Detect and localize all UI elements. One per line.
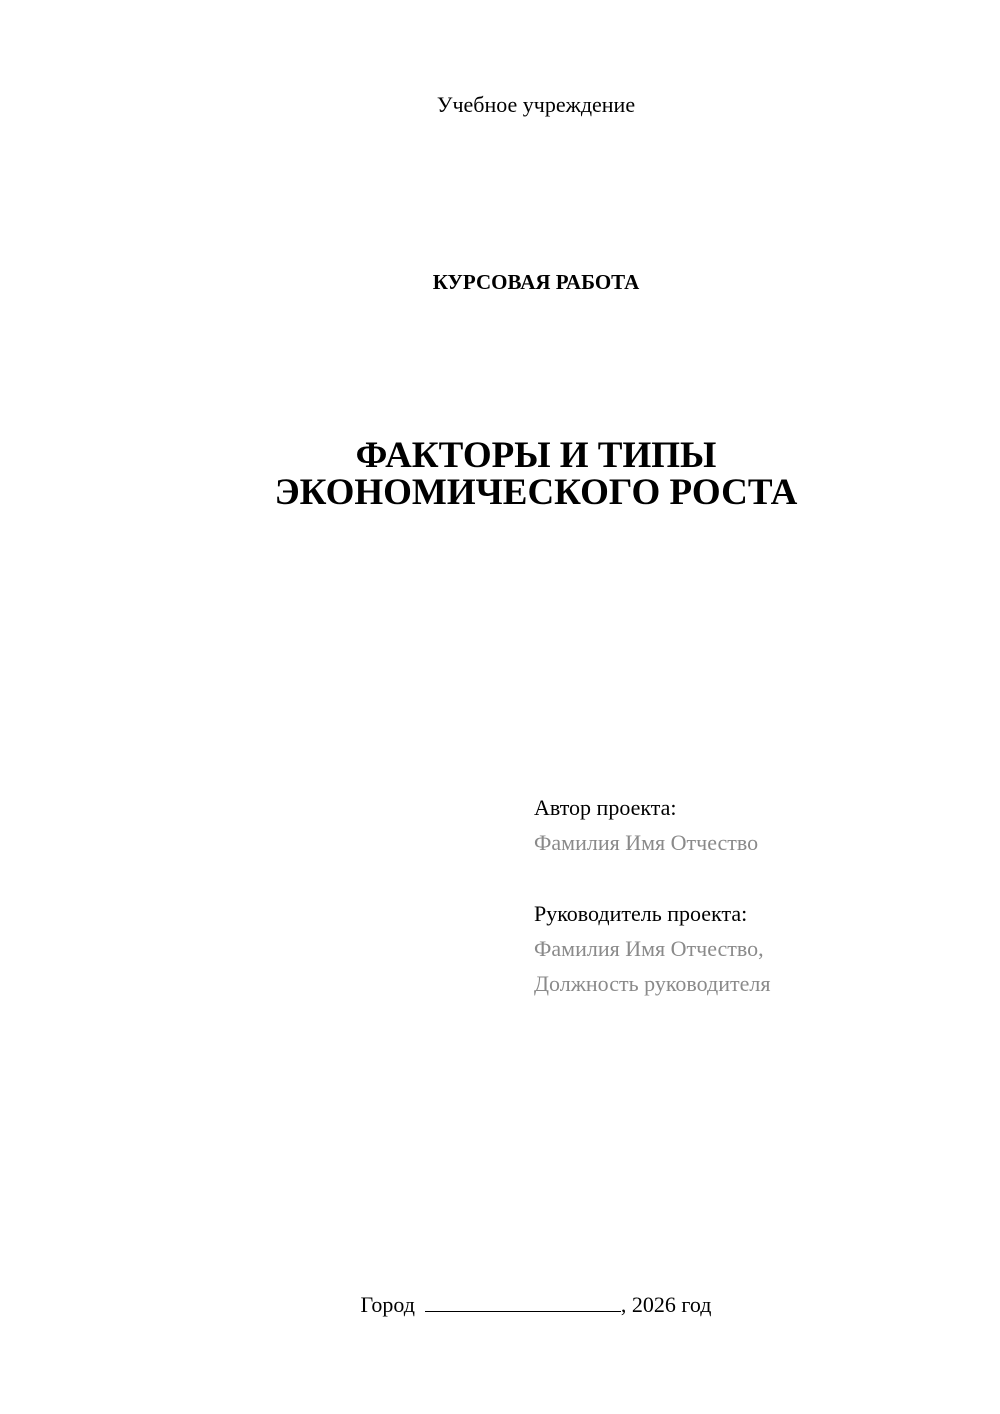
author-name: Фамилия Имя Отчество xyxy=(534,830,759,855)
supervisor-position: Должность руководителя xyxy=(534,971,771,996)
supervisor-name: Фамилия Имя Отчество, xyxy=(534,936,764,961)
supervisor-label: Руководитель проекта: xyxy=(534,901,748,926)
title-line-2: ЭКОНОМИЧЕСКОГО РОСТА xyxy=(274,472,798,513)
year-text: , 2026 год xyxy=(620,1292,712,1317)
city-year-line xyxy=(0,1291,1000,1319)
work-type-heading: КУРСОВАЯ РАБОТА xyxy=(432,270,640,294)
credits-block xyxy=(534,790,974,1001)
document-title xyxy=(0,437,1000,511)
institution-name: Учебное учреждение xyxy=(436,92,636,117)
city-label: Город xyxy=(360,1292,415,1317)
spacer xyxy=(534,860,974,896)
city-blank-underline xyxy=(425,1291,621,1312)
title-line-1: ФАКТОРЫ И ТИПЫ xyxy=(355,435,717,476)
author-label: Автор проекта: xyxy=(534,795,677,820)
